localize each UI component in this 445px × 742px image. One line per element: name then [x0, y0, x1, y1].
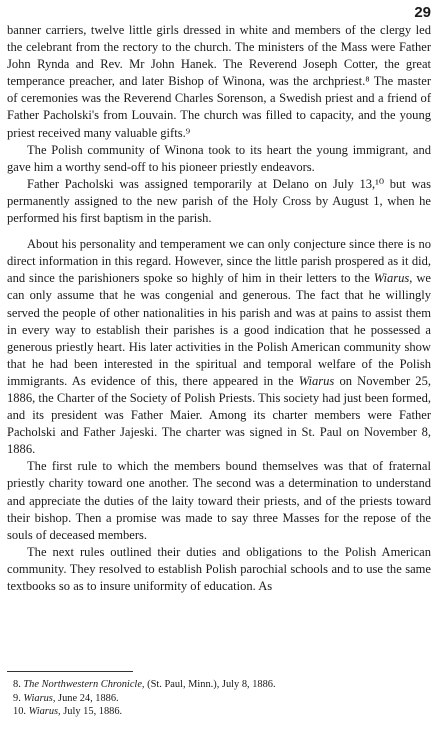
page-number: 29: [414, 4, 431, 21]
footnote-10: [7, 705, 431, 719]
footnote-8: [7, 678, 431, 692]
footnote-title: The Northwestern Chronicle,: [23, 679, 145, 690]
footnote-number: 10.: [13, 706, 26, 718]
footnote-title: Wiarus,: [28, 706, 61, 718]
paragraph-3: Father Pacholski was assigned temporarily at Delano on July 13,¹⁰ but was permanently assigned to the new parish of the Holy Cross by August 1, when he performed his first baptism in the parish.: [7, 176, 431, 226]
body-text: [7, 22, 431, 595]
footnote-number: 9.: [13, 692, 21, 704]
paragraph-1: banner carriers, twelve little girls dressed in white and members of the clergy led the celebrant from the rectory to the church. The ministers of the Mass were Father John Rynda and Rev. Mr John Hanek. The Reverend Joseph Cotter, the great temperance preacher, and later Bishop of Winona, was the archpriest.⁸ The master of ceremonies was the Reverend Charles Sorenson, a Swedish priest and a friend of Father Pacholski's from Louvain. The church was filled to capacity, and the young priest received many valuable gifts.⁹: [7, 23, 431, 140]
footnote-text: (St. Paul, Minn.), July 8, 1886.: [144, 679, 276, 690]
footnote-divider: [7, 671, 133, 672]
footnote-number: 8.: [13, 679, 21, 690]
paragraph-6: The next rules outlined their duties and obligations to the Polish American community. They resolved to establish Polish parochial schools and to use the same textbooks so as to insure uniformity of education. As: [7, 544, 431, 593]
footnotes: [7, 671, 431, 719]
footnote-title: Wiarus,: [23, 692, 56, 704]
footnote-9: [7, 692, 431, 706]
footnote-text: June 24, 1886.: [55, 692, 119, 704]
paragraph-2: The Polish community of Winona took to its heart the young immigrant, and gave him a worthy send-off to his pioneer priestly endeavors.: [7, 142, 431, 174]
footnote-text: July 15, 1886.: [60, 706, 123, 718]
paragraph-5: The first rule to which the members bound themselves was that of fraternal priestly charity toward one another. The second was a determination to understand and appreciate the duties of the laity toward their priests, and of the priests toward their bishop. Then a promise was made to say three Masses for the repose of the souls of deceased members.: [7, 459, 431, 542]
paragraph-4: About his personality and temperament we can only conjecture since there is no direct information in this regard. However, since the little parish prospered as it did, and since the parishioners spoke so highly of him in their letters to the Wiarus, we can only assume that he was congenial and generous. The fact that he willingly served the people of other nationalities in his parish and was at pains to assist them in every way to establish their parishes is a good indication that he possessed a generous priestly heart. His later activities in the Polish American community show that he had been interested in the spiritual and temporal welfare of the Polish immigrants. As evidence of this, there appeared in the Wiarus on November 25, 1886, the Charter of the Society of Polish Priests. This society had just been formed, and its president was Father Maier. Among its charter members were Father Pacholski and Father Jajeski. The charter was signed in St. Paul on November 8, 1886.: [7, 237, 431, 457]
